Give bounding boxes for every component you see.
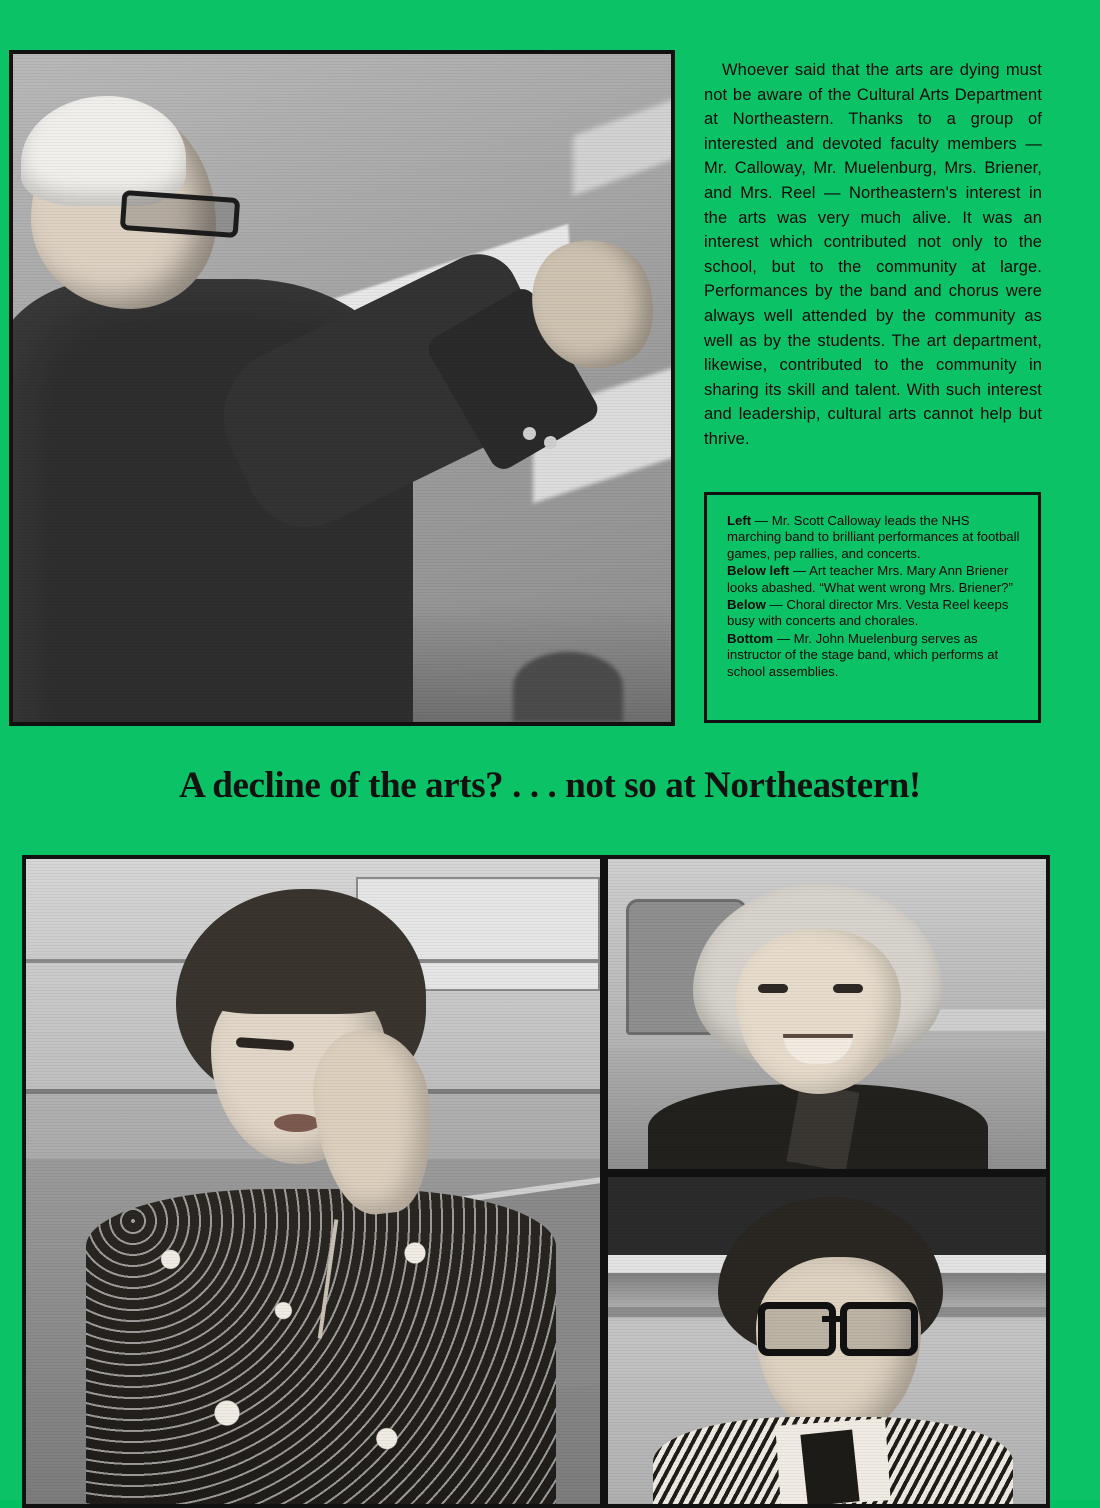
eyeglasses-icon	[758, 1302, 918, 1342]
article-body	[704, 58, 1042, 452]
cuff-button-one	[523, 427, 536, 440]
caption-item	[727, 597, 1024, 630]
caption-text: — Choral director Mrs. Vesta Reel keeps busy with concerts and chorales.	[727, 597, 1009, 629]
caption-label: Below	[727, 597, 766, 613]
caption-label: Left	[727, 513, 752, 528]
lens-left	[758, 1302, 836, 1356]
caption-item	[727, 563, 1024, 596]
director-eye-right	[833, 984, 863, 993]
page-headline: A decline of the arts? . . . not so at Northeastern!	[179, 765, 921, 806]
photo-choral-director	[604, 855, 1050, 1173]
teacher-mouth	[274, 1114, 320, 1132]
caption-text: — Mr. Scott Calloway leads the NHS marching band to brilliant performances at football games, pep rallies, and concerts.	[727, 513, 1020, 561]
eyeglasses-icon	[120, 190, 241, 238]
photo-art-teacher	[22, 855, 604, 1508]
caption-item	[727, 513, 1024, 562]
lens-right	[840, 1302, 918, 1356]
necktie	[800, 1429, 859, 1506]
director-eye-left	[758, 984, 788, 993]
caption-text: — Art teacher Mrs. Mary Ann Briener looks abashed. “What went wrong Mrs. Briener?”	[727, 563, 1013, 595]
caption-item	[727, 631, 1024, 680]
photo-conductor	[9, 50, 675, 726]
cuff-button-two	[544, 436, 557, 449]
audience-silhouette	[513, 652, 623, 722]
caption-label: Below left	[727, 563, 790, 579]
photo-stage-band-instructor	[604, 1173, 1050, 1508]
caption-box	[704, 492, 1041, 723]
caption-label: Bottom	[727, 630, 774, 646]
floral-dress	[86, 1189, 556, 1508]
caption-text: — Mr. John Muelenburg serves as instructor of the stage band, which performs at school assemblies.	[727, 630, 999, 679]
article-body-text: Whoever said that the arts are dying must not be aware of the Cultural Arts Department at Northeastern. Thanks to a group of interested and devoted faculty members — Mr. Calloway, Mr. Muelenburg, Mrs. Briener, and Mrs. Reel — Northeastern's interest in the arts was very much alive. It was an interest which contributed not only to the school, but to the community at large. Performances by the band and chorus were always well attended by the community as well as by the students. The art department, likewise, contributed to the community in sharing its skill and talent. With such interest and leadership, cultural arts cannot help but thrive.	[704, 61, 1042, 448]
